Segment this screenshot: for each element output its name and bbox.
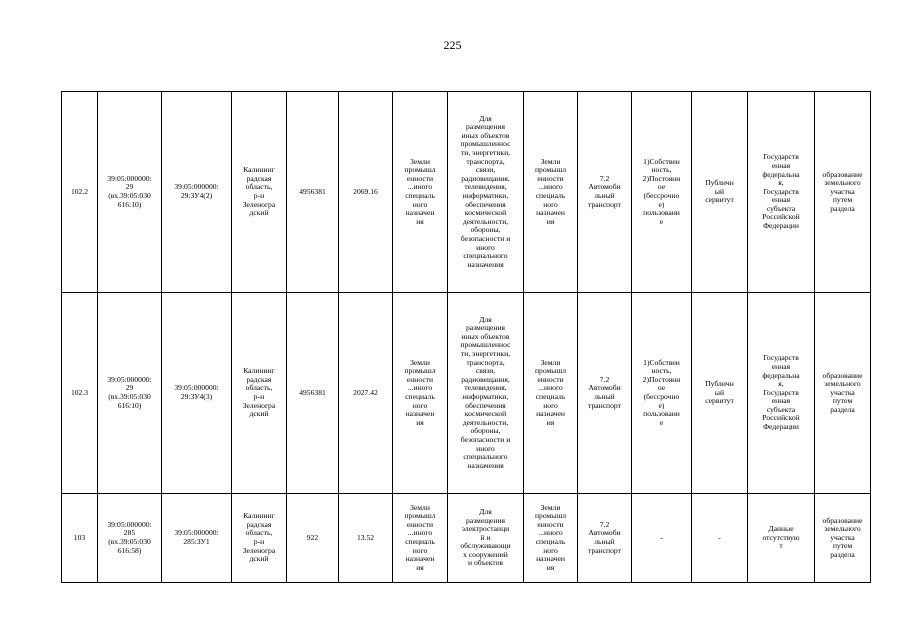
use-code-cell: 7.2 Автомоби льный транспорт [578, 494, 632, 583]
plot-area-cell: 2027.42 [339, 293, 393, 494]
parent-cadastral-cell: 39:05:000000: 29 (вх.39:05:030 616:10) [98, 293, 162, 494]
row-number-cell: 102.2 [62, 92, 98, 293]
land-category-cell: Земли промышл енности ...иного специаль ного назначен ия [393, 494, 448, 583]
new-land-category-cell: Земли промышл енности ...иного специаль ного назначен ия [524, 494, 578, 583]
plot-id-cell: 39:05:000000: 285:ЗУ1 [162, 494, 232, 583]
row-number-cell: 102.3 [62, 293, 98, 494]
parent-cadastral-cell: 39:05:000000: 29 (вх.39:05:030 616:10) [98, 92, 162, 293]
plot-area-cell: 2069.16 [339, 92, 393, 293]
table-row [62, 293, 871, 494]
land-category-cell: Земли промышл енности ...иного специаль ного назначен ия [393, 293, 448, 494]
row-number-cell: 103 [62, 494, 98, 583]
formation-method-cell: образование земельного участка путем раздела [815, 494, 871, 583]
owner-cell: Государств енная федеральна я, Государств енная субъекта Российской Федерации [748, 92, 815, 293]
land-category-cell: Земли промышл енности ...иного специаль ного назначен ия [393, 92, 448, 293]
parent-area-cell: 4956381 [287, 92, 339, 293]
parent-area-cell: 4956381 [287, 293, 339, 494]
parent-cadastral-cell: 39:05:000000: 285 (вх.39:05:030 616:58) [98, 494, 162, 583]
right-type-cell: 1)Собствен ность, 2)Постоянн ое (бессрочно е) пользовани е [632, 293, 692, 494]
location-cell: Калининг радская область, р-н Зеленогра дский [232, 293, 287, 494]
permitted-use-cell: Для размещения иных объектов промышленнос ти, энергетики, транспорта, связи, радиовещания, телевидения, информатики, обеспечения космической деятельности, обороны, безопасности и иного специального назначения [448, 293, 524, 494]
new-land-category-cell: Земли промышл енности ...иного специаль ного назначен ия [524, 92, 578, 293]
formation-method-cell: образование земельного участка путем раздела [815, 293, 871, 494]
right-type-cell: 1)Собствен ность, 2)Постоянн ое (бессрочно е) пользовани е [632, 92, 692, 293]
owner-cell: Данные отсутствую т [748, 494, 815, 583]
encumbrance-cell: Публичн ый сервитут [692, 92, 748, 293]
plot-id-cell: 39:05:000000: 29:ЗУ4(2) [162, 92, 232, 293]
encumbrance-cell: Публичн ый сервитут [692, 293, 748, 494]
location-cell: Калининг радская область, р-н Зеленогра дский [232, 494, 287, 583]
location-cell: Калининг радская область, р-н Зеленогра дский [232, 92, 287, 293]
right-type-cell: - [632, 494, 692, 583]
plot-id-cell: 39:05:000000: 29:ЗУ4(3) [162, 293, 232, 494]
use-code-cell: 7.2 Автомоби льный транспорт [578, 92, 632, 293]
land-plot-table [61, 91, 871, 583]
encumbrance-cell: - [692, 494, 748, 583]
owner-cell: Государств енная федеральна я, Государств енная субъекта Российской Федерации [748, 293, 815, 494]
use-code-cell: 7.2 Автомоби льный транспорт [578, 293, 632, 494]
permitted-use-cell: Для размещения электростанци й и обслуживающи х сооружений и объектов [448, 494, 524, 583]
table-row [62, 494, 871, 583]
plot-area-cell: 13.52 [339, 494, 393, 583]
permitted-use-cell: Для размещения иных объектов промышленнос ти, энергетики, транспорта, связи, радиовещания, телевидения, информатики, обеспечения космической деятельности, обороны, безопасности и иного специального назначения [448, 92, 524, 293]
parent-area-cell: 922 [287, 494, 339, 583]
formation-method-cell: образование земельного участка путем раздела [815, 92, 871, 293]
table-row [62, 92, 871, 293]
new-land-category-cell: Земли промышл енности ...иного специаль ного назначен ия [524, 293, 578, 494]
page-number: 225 [443, 38, 462, 52]
